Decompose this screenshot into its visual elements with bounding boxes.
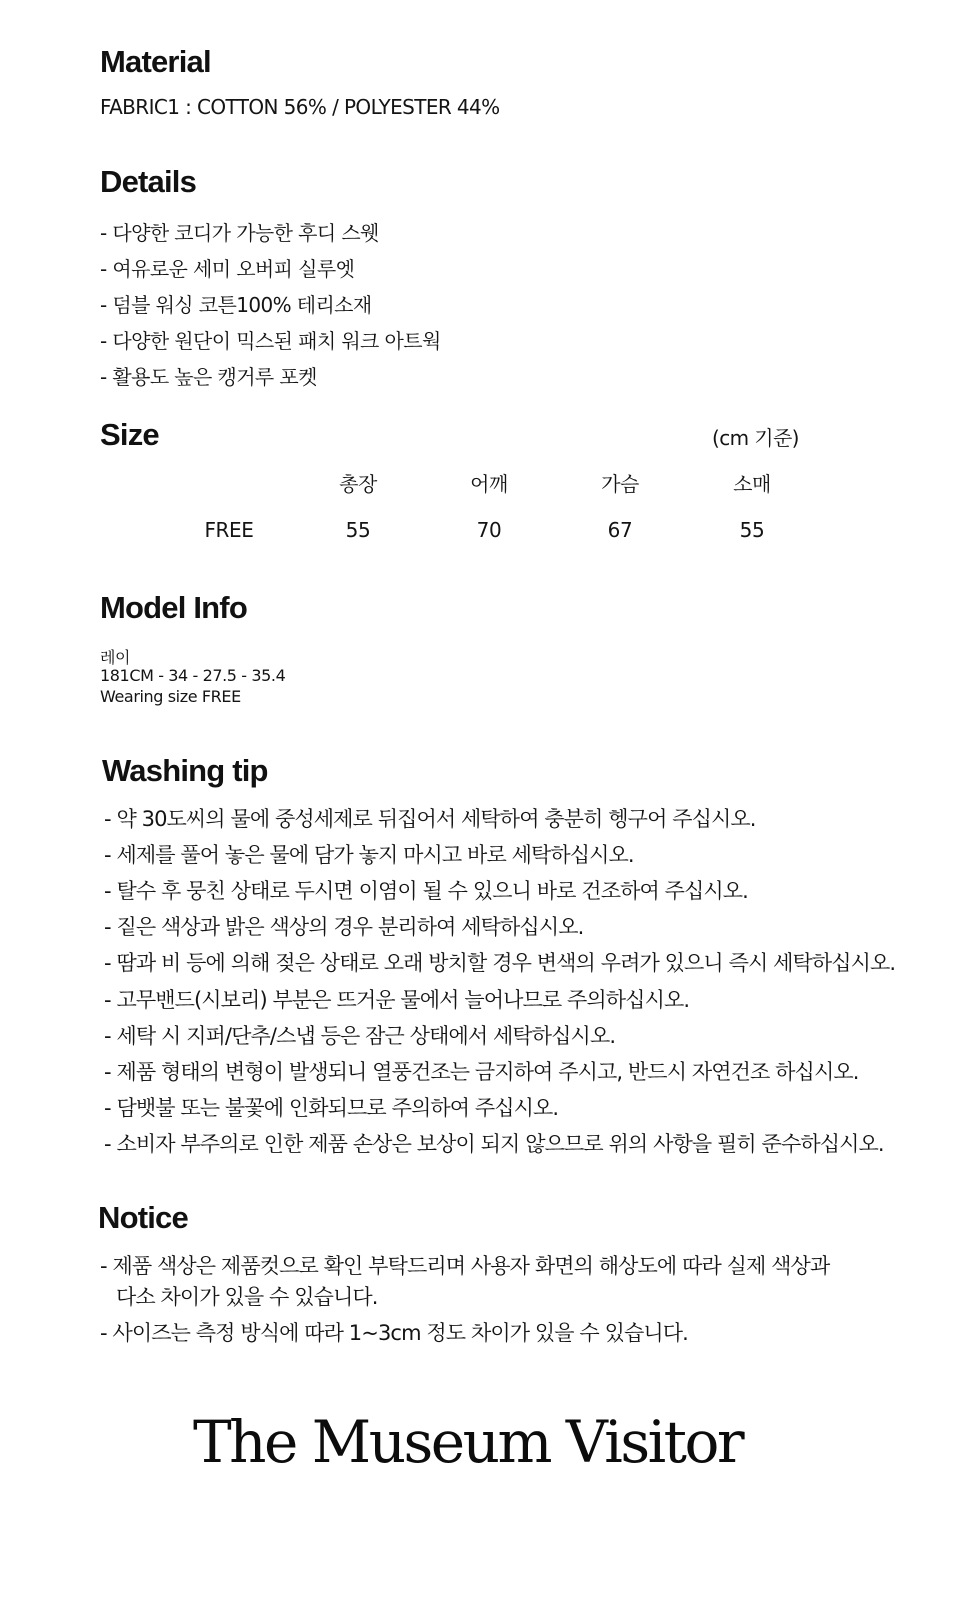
washing-tip-item: - 고무밴드(시보리) 부분은 뜨거운 물에서 늘어나므로 주의하십시오. — [104, 988, 690, 1012]
details-item: - 다양한 원단이 믹스된 패치 워크 아트웍 — [100, 329, 441, 353]
size-column-header: 가슴 — [601, 472, 639, 496]
washing-tip-item: - 제품 형태의 변형이 발생되니 열풍건조는 금지하여 주시고, 반드시 자연건조 하십시오. — [104, 1060, 859, 1084]
notice-item-continuation: 다소 차이가 있을 수 있습니다. — [116, 1285, 378, 1309]
washing-tip-item: - 땀과 비 등에 의해 젖은 상태로 오래 방치할 경우 변색의 우려가 있으니 즉시 세탁하십시오. — [104, 951, 896, 975]
size-unit-note: (cm 기준) — [712, 426, 799, 450]
model-wearing-size: Wearing size FREE — [100, 687, 241, 706]
washing-tip-heading: Washing tip — [102, 753, 268, 788]
washing-tip-item: - 짙은 색상과 밝은 색상의 경우 분리하여 세탁하십시오. — [104, 915, 584, 939]
model-measurements: 181CM - 34 - 27.5 - 35.4 — [100, 666, 286, 685]
details-item: - 덤블 워싱 코튼100% 테리소재 — [100, 293, 372, 317]
notice-item: - 사이즈는 측정 방식에 따라 1~3cm 정도 차이가 있을 수 있습니다. — [100, 1321, 688, 1345]
model-info-heading: Model Info — [100, 590, 247, 625]
washing-tip-item: - 담뱃불 또는 불꽃에 인화되므로 주의하여 주십시오. — [104, 1096, 559, 1120]
details-item: - 여유로운 세미 오버피 실루엣 — [100, 257, 355, 281]
notice-heading: Notice — [98, 1200, 188, 1235]
size-value: 55 — [739, 518, 765, 542]
material-heading: Material — [100, 44, 211, 79]
washing-tip-item: - 세탁 시 지퍼/단추/스냅 등은 잠근 상태에서 세탁하십시오. — [104, 1024, 616, 1048]
notice-item: - 제품 색상은 제품컷으로 확인 부탁드리며 사용자 화면의 해상도에 따라 실제 색상과 — [100, 1254, 830, 1278]
washing-tip-item: - 탈수 후 뭉친 상태로 두시면 이염이 될 수 있으니 바로 건조하여 주십시오. — [104, 879, 748, 903]
size-value: 67 — [607, 518, 633, 542]
brand-logo: The Museum Visitor — [193, 1408, 743, 1476]
details-item: - 활용도 높은 캥거루 포켓 — [100, 365, 317, 389]
size-column-header: 소매 — [733, 472, 771, 496]
size-column-header: 총장 — [339, 472, 377, 496]
details-heading: Details — [100, 164, 197, 199]
size-table — [0, 468, 960, 558]
material-text: FABRIC1 : COTTON 56% / POLYESTER 44% — [100, 95, 500, 119]
details-item: - 다양한 코디가 가능한 후디 스웻 — [100, 221, 379, 245]
size-column-header: 어깨 — [470, 472, 508, 496]
washing-tip-item: - 소비자 부주의로 인한 제품 손상은 보상이 되지 않으므로 위의 사항을 필히 준수하십시오. — [104, 1132, 884, 1156]
size-value: 55 — [345, 518, 371, 542]
size-heading: Size — [100, 417, 159, 452]
washing-tip-item: - 세제를 풀어 놓은 물에 담가 놓지 마시고 바로 세탁하십시오. — [104, 843, 634, 867]
washing-tip-item: - 약 30도씨의 물에 중성세제로 뒤집어서 세탁하여 충분히 헹구어 주십시오. — [104, 807, 756, 831]
size-row-label: FREE — [204, 518, 254, 542]
size-value: 70 — [476, 518, 502, 542]
model-name: 레이 — [100, 648, 131, 667]
